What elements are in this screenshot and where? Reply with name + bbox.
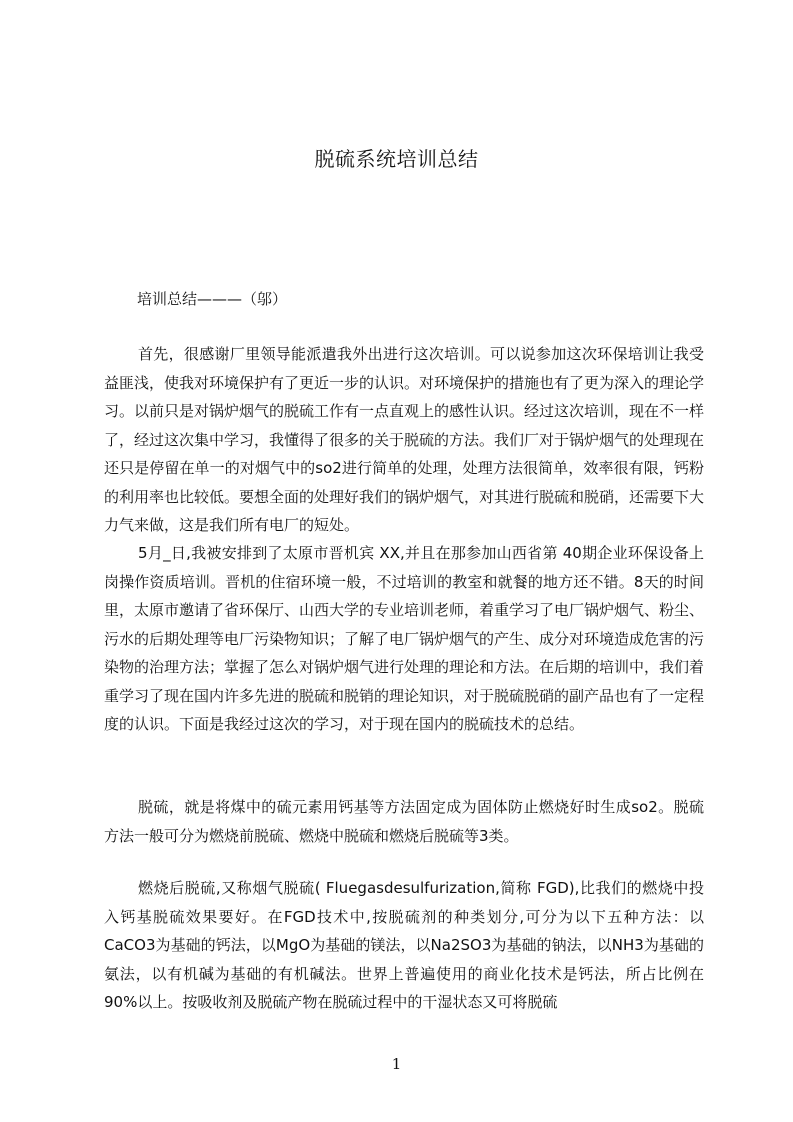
paragraph-3: 脱硫，就是将煤中的硫元素用钙基等方法固定成为固体防止燃烧好时生成so2。脱硫方法一般可分为燃烧前脱硫、燃烧中脱硫和燃烧后脱硫等3类。 (104, 798, 704, 845)
paragraph-2: 5月_日,我被安排到了太原市晋机宾 XX,并且在那参加山西省第 40期企业环保设备上岗操作资质培训。晋机的住宿环境一般，不过培训的教室和就餐的地方还不错。8天的时间里，太原市邀请了省环保厅、山西大学的专业培训老师，着重学习了电厂锅炉烟气、粉尘、污水的后期处理等电厂污染物知识；了解了电厂锅炉烟气的产生、成分对环境造成危害的污染物的治理方法；掌握了怎么对锅炉烟气进行处理的理论和方法。在后期的培训中，我们着重学习了现在国内许多先进的脱硫和脱销的理论知识，对于脱硫脱硝的副产品也有了一定程度的认识。下面是我经过这次的学习，对于现在国内的脱硫技术的总结。 (104, 544, 705, 733)
document-title: 脱硫系统培训总结 (314, 147, 479, 171)
paragraph-4: 燃烧后脱硫,又称烟气脱硫( Fluegasdesulfurization,简称 FGD),比我们的燃烧中投入钙基脱硫效果要好。在FGD技术中,按脱硫剂的种类划分,可分为以下五种方法：以CaCO3为基础的钙法，以MgO为基础的镁法，以Na2SO3为基础的钠法，以NH3为基础的氨法，以有机碱为基础的有机碱法。世界上普遍使用的商业化技术是钙法，所占比例在90%以上。按吸收剂及脱硫产物在脱硫过程中的干湿状态又可将脱硫 (104, 879, 704, 1011)
document-subtitle: 培训总结———（邬） (137, 290, 288, 308)
page-number: 1 (391, 1055, 402, 1073)
paragraph-1: 首先，很感谢厂里领导能派遣我外出进行这次培训。可以说参加这次环保培训让我受益匪浅，使我对环境保护有了更近一步的认识。对环境保护的措施也有了更为深入的理论学习。以前只是对锅炉烟气的脱硫工作有一点直观上的感性认识。经过这次培训，现在不一样了，经过这次集中学习，我懂得了很多的关于脱硫的方法。我们厂对于锅炉烟气的处理现在还只是停留在单一的对烟气中的so2进行简单的处理，处理方法很简单，效率很有限，钙粉的利用率也比较低。要想全面的处理好我们的锅炉烟气，对其进行脱硫和脱硝，还需要下大力气来做，这是我们所有电厂的短处。 (104, 345, 705, 534)
